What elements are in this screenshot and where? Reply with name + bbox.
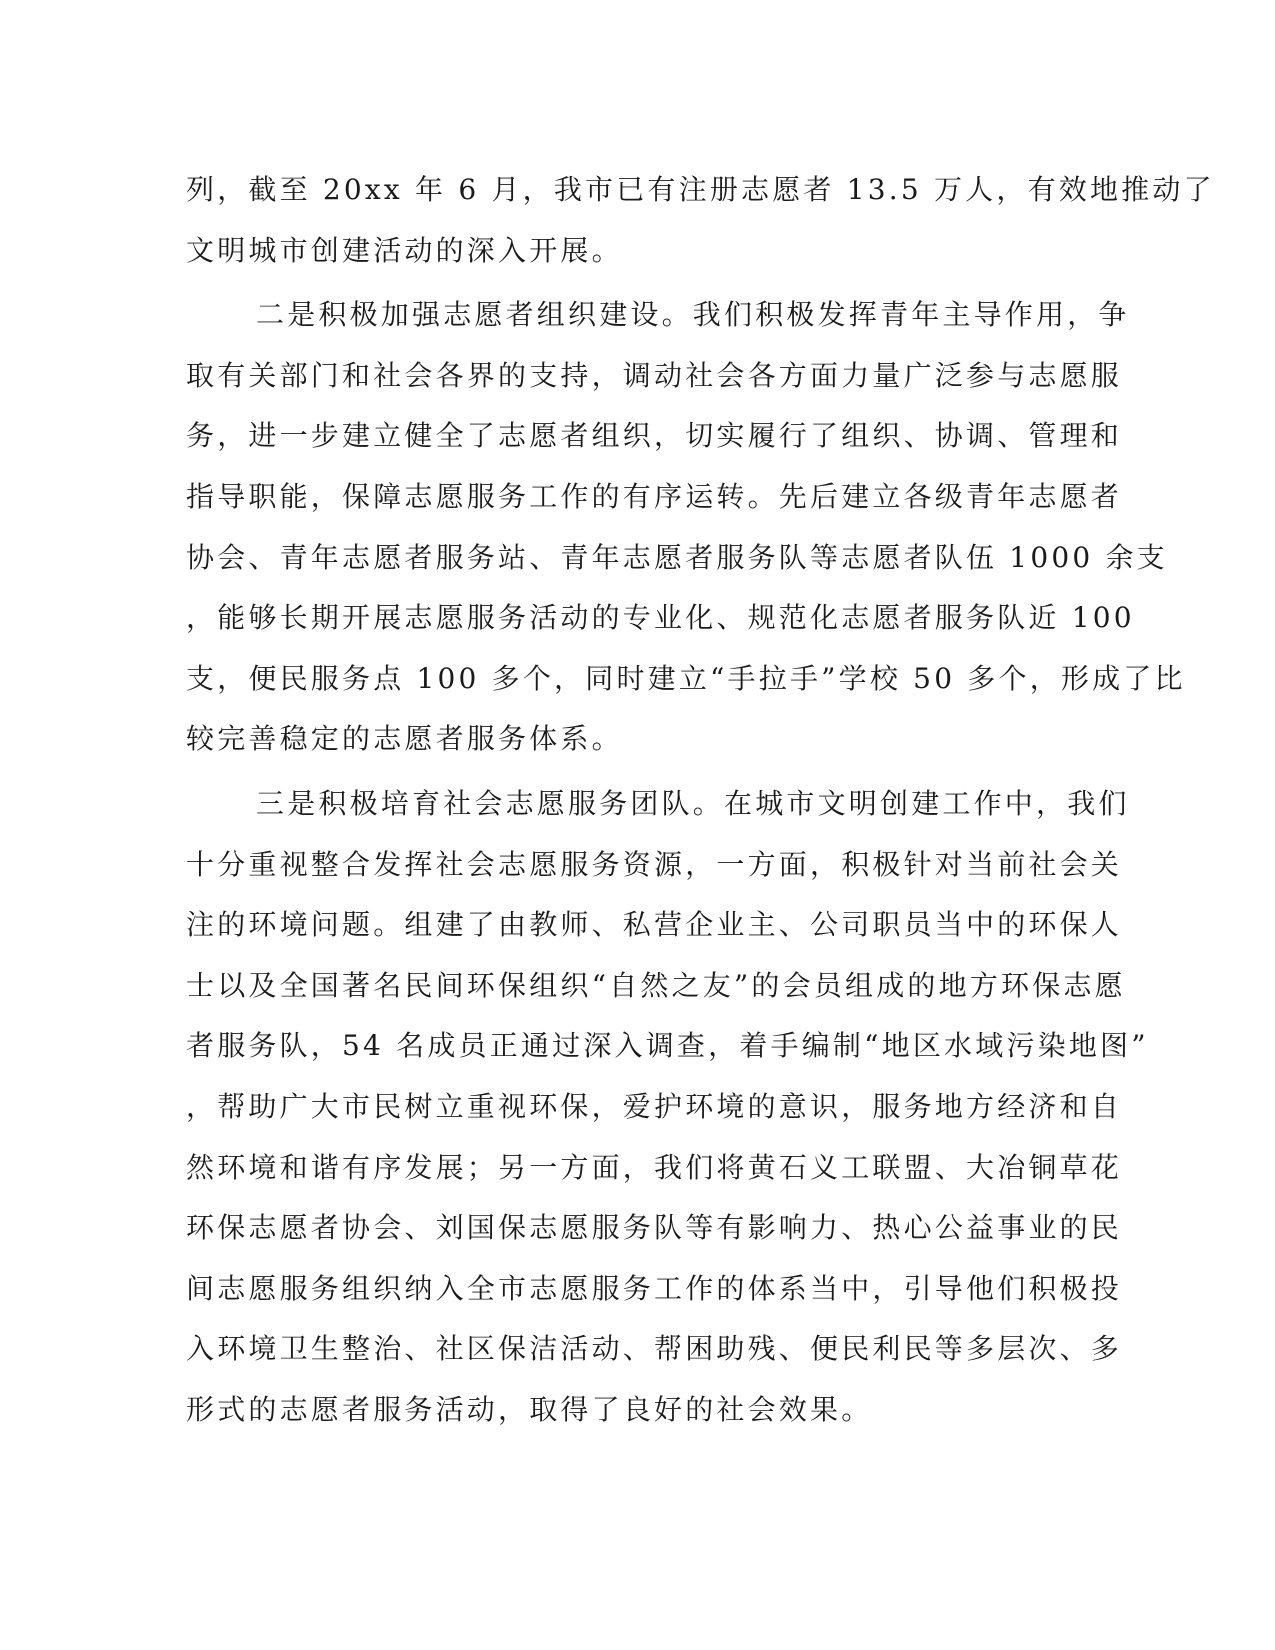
text-line: 协会、青年志愿者服务站、青年志愿者服务队等志愿者队伍 1000 余支 (186, 540, 1168, 574)
text-line: 较完善稳定的志愿者服务体系。 (186, 722, 623, 756)
paragraph-2-first-line: 二是积极加强志愿者组织建设。我们积极发挥青年主导作用，争 (256, 298, 1130, 332)
body-text (186, 160, 1215, 1440)
text-line: 文明城市创建活动的深入开展。 (186, 233, 623, 267)
text-line: 者服务队，54 名成员正通过深入调查，着手编制“地区水域污染地图” (186, 1029, 1149, 1063)
text-line: 十分重视整合发挥社会志愿服务资源，一方面，积极针对当前社会关 (186, 847, 1123, 881)
text-line: 形式的志愿者服务活动，取得了良好的社会效果。 (186, 1392, 873, 1426)
text-line: 然环境和谐有序发展；另一方面，我们将黄石义工联盟、大冶铜草花 (186, 1150, 1123, 1184)
text-line: 取有关部门和社会各界的支持，调动社会各方面力量广泛参与志愿服 (186, 358, 1123, 392)
text-line: 入环境卫生整治、社区保洁活动、帮困助残、便民利民等多层次、多 (186, 1332, 1123, 1366)
text-line: 支，便民服务点 100 多个，同时建立“手拉手”学校 50 多个，形成了比 (186, 661, 1186, 695)
text-line: 士以及全国著名民间环保组织“自然之友”的会员组成的地方环保志愿 (186, 968, 1126, 1002)
text-line: 列，截至 20xx 年 6 月，我市已有注册志愿者 13.5 万人，有效地推动了 (186, 173, 1215, 206)
text-line: 间志愿服务组织纳入全市志愿服务工作的体系当中，引导他们积极投 (186, 1271, 1123, 1305)
text-line: ，帮助广大市民树立重视环保，爱护环境的意识，服务地方经济和自 (186, 1089, 1123, 1123)
text-line: 注的环境问题。组建了由教师、私营企业主、公司职员当中的环保人 (186, 908, 1123, 942)
paragraph-3-first-line: 三是积极培育社会志愿服务团队。在城市文明创建工作中，我们 (256, 786, 1130, 820)
text-line: 环保志愿者协会、刘国保志愿服务队等有影响力、热心公益事业的民 (186, 1211, 1123, 1245)
text-line: 指导职能，保障志愿服务工作的有序运转。先后建立各级青年志愿者 (186, 479, 1123, 513)
text-line: ，能够长期开展志愿服务活动的专业化、规范化志愿者服务队近 100 (186, 601, 1135, 635)
text-line: 务，进一步建立健全了志愿者组织，切实履行了组织、协调、管理和 (186, 419, 1123, 453)
